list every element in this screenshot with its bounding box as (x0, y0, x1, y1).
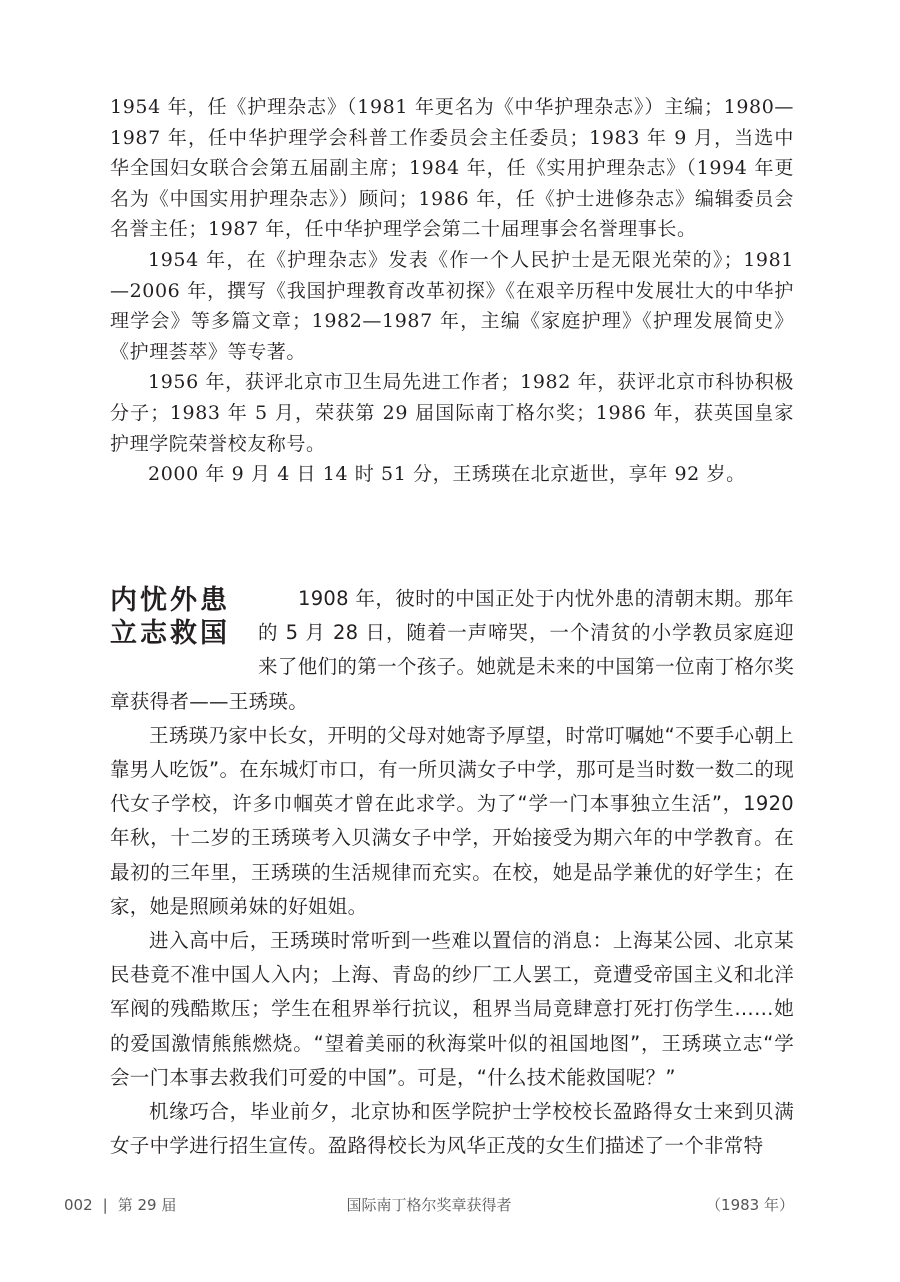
footer-year: （1983 年） (706, 1196, 794, 1214)
story-paragraph-patriotism: 进入高中后，王琇瑛时常听到一些难以置信的消息：上海某公园、北京某民巷竟不准中国人入内；上海、青岛的纱厂工人罢工，竟遭受帝国主义和北洋军阀的残酷欺压；学生在租界举行抗议，租界当局竟肆意打死打伤学生……她的爱国激情熊熊燃烧。“望着美丽的秋海棠叶似的祖国地图”，王琇瑛立志“学会一门本事去救我们可爱的中国”。可是，“什么技术能救国呢？” (110, 929, 794, 1089)
story-paragraph-birth: 1908 年，彼时的中国正处于内忧外患的清朝末期。那年的 5 月 28 日，随着一声啼哭，一个清贫的小学教员家庭迎来了他们的第一个孩子。她就是未来的中国第一位南丁格尔奖章获得者——王琇瑛。 (110, 587, 794, 713)
story-paragraph-school: 王琇瑛乃家中长女，开明的父母对她寄予厚望，时常叮嘱她“不要手心朝上靠男人吃饭”。在东城灯市口，有一所贝满女子中学，那可是当时数一数二的现代女子学校，许多巾帼英才曾在此求学。为了“学一门本事独立生活”，1920 年秋，十二岁的王琇瑛考入贝满女子中学，开始接受为期六年的中学教育。在最初的三年里，王琇瑛的生活规律而充实。在校，她是品学兼优的好学生；在家，她是照顾弟妹的好姐姐。 (110, 723, 794, 918)
bio-paragraph-publications: 1954 年，在《护理杂志》发表《作一个人民护士是无限光荣的》；1981—2006 年，撰写《我国护理教育改革初探》《在艰辛历程中发展壮大的中华护理学会》等多篇文章；1982—1987 年，主编《家庭护理》《护理发展简史》《护理荟萃》等专著。 (110, 248, 794, 363)
section-heading-line-2: 立志救国 (110, 618, 230, 649)
biography-block (110, 92, 794, 490)
story-section (110, 582, 794, 1163)
bio-paragraph-death: 2000 年 9 月 4 日 14 时 51 分，王琇瑛在北京逝世，享年 92 岁。 (148, 463, 746, 486)
story-paragraph-recruitment: 机缘巧合，毕业前夕，北京协和医学院护士学校校长盈路得女士来到贝满女子中学进行招生宣传。盈路得校长为风华正茂的女生们描述了一个非常特 (110, 1100, 794, 1158)
bio-paragraph-posts: 1954 年，任《护理杂志》（1981 年更名为《中华护理杂志》）主编；1980—1987 年，任中华护理学会科普工作委员会主任委员；1983 年 9 月，当选中华全国妇女联合会第五届副主席；1984 年，任《实用护理杂志》（1994 年更名为《中国实用护理杂志》）顾问；1986 年，任《护士进修杂志》编辑委员会名誉主任；1987 年，任中华护理学会第二十届理事会名誉理事长。 (110, 96, 794, 241)
footer-book-title: 国际南丁格尔奖章获得者 (346, 1196, 512, 1214)
footer-edition: 第 29 届 (117, 1196, 177, 1214)
page-footer (64, 1194, 794, 1218)
footer-separator: | (102, 1196, 108, 1214)
page-number: 002 (64, 1196, 93, 1214)
bio-paragraph-honors: 1956 年，获评北京市卫生局先进工作者；1982 年，获评北京市科协积极分子；1983 年 5 月，荣获第 29 届国际南丁格尔奖；1986 年，获英国皇家护理学院荣誉校友称号。 (110, 371, 794, 455)
section-heading-line-1: 内忧外患 (110, 585, 230, 616)
section-heading (110, 584, 258, 682)
